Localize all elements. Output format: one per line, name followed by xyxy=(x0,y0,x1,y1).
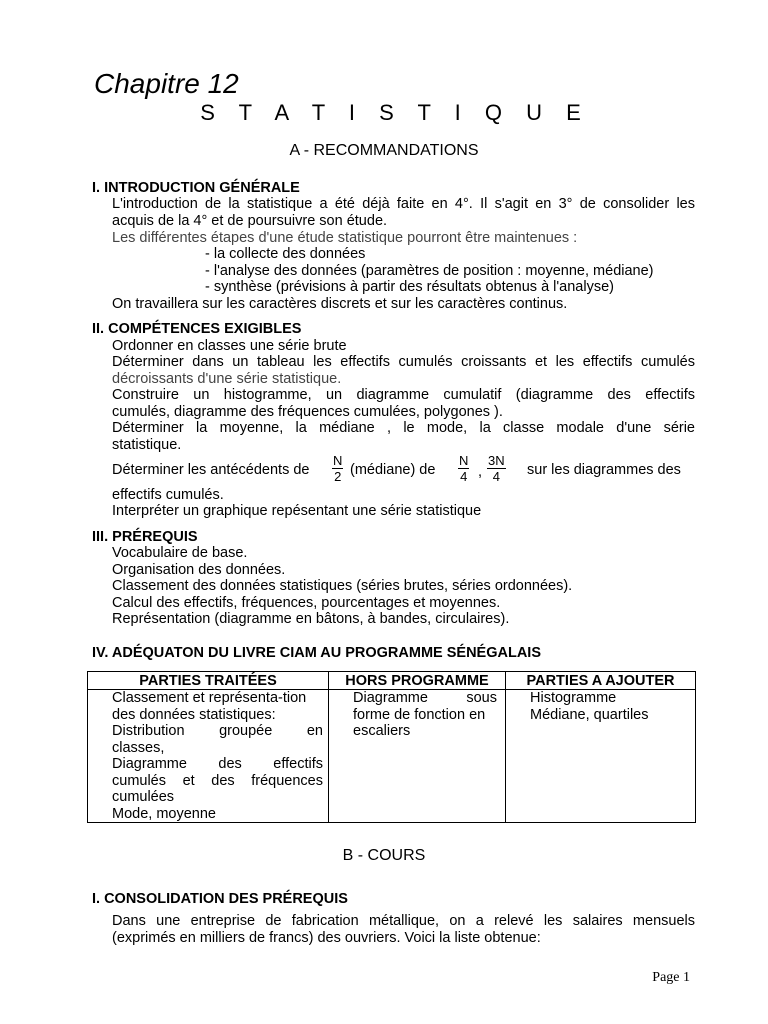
fraction-comma: , xyxy=(478,464,483,480)
intro-line-1: L'introduction de la statistique a été déjà faite en 4°. Il s'agit en 3° de consolider les xyxy=(112,196,695,212)
cell-line: Mode, moyenne xyxy=(112,805,216,822)
antecedent-after: sur les diagrammes des xyxy=(527,462,681,478)
fraction-3n-over-4: $\frac{3N}{4}$ xyxy=(488,453,505,484)
prerequis-item: Représentation (diagramme en bâtons, à bandes, circulaires). xyxy=(112,611,510,627)
fraction-n-over-2: $\frac{N}{2}$ xyxy=(333,453,343,484)
competence-line-5: cumulés, diagramme des fréquences cumulées, polygones ). xyxy=(112,404,503,420)
cell-line: Médiane, quartiles xyxy=(530,706,649,723)
competence-line-7: statistique. xyxy=(112,437,182,453)
cell-line: classes, xyxy=(112,739,165,756)
part-b-heading: B - COURS xyxy=(342,847,426,864)
competence-line-4: Construire un histogramme, un diagramme cumulatif (diagramme des effectifs xyxy=(112,387,695,403)
cell-line: Distribution groupée en xyxy=(112,723,323,739)
competence-line-1: Ordonner en classes une série brute xyxy=(112,338,347,354)
competence-line-6: Déterminer la moyenne, la médiane , le mode, la classe modale d'une série xyxy=(112,420,695,436)
col-header-parties-traitees: PARTIES TRAITÉES xyxy=(88,672,329,690)
part-a-heading: A - RECOMMANDATIONS xyxy=(289,142,479,159)
antecedent-before: Déterminer les antécédents de xyxy=(112,462,310,478)
table-row xyxy=(88,690,696,823)
cours-line-1: Dans une entreprise de fabrication métallique, on a relevé les salaires mensuels xyxy=(112,913,695,929)
competences-heading: II. COMPÉTENCES EXIGIBLES xyxy=(92,321,302,337)
prerequis-item: Calcul des effectifs, fréquences, pourcentages et moyennes. xyxy=(112,595,501,611)
competence-line-2: Déterminer dans un tableau les effectifs cumulés croissants et les effectifs cumulés xyxy=(112,354,695,370)
cell-line: escaliers xyxy=(353,723,411,739)
prerequis-heading: III. PRÉREQUIS xyxy=(92,529,198,545)
competence-line-10: Interpréter un graphique repésentant une série statistique xyxy=(112,503,482,519)
intro-line-3: Les différentes étapes d'une étude statistique pourront être maintenues : xyxy=(112,230,578,246)
page-number: Page 1 xyxy=(652,970,690,985)
chapter-label: Chapitre 12 xyxy=(94,68,239,99)
competence-line-9: effectifs cumulés. xyxy=(112,487,224,503)
cell-line: cumulées xyxy=(112,789,175,805)
cell-line: Classement et représenta-tion xyxy=(112,690,307,706)
prerequis-item: Vocabulaire de base. xyxy=(112,545,248,561)
adequation-table xyxy=(87,671,696,823)
cell-line: des données statistiques: xyxy=(112,706,276,723)
intro-heading: I. INTRODUCTION GÉNÉRALE xyxy=(92,180,300,196)
intro-step-3: - synthèse (prévisions à partir des résultats obtenus à l'analyse) xyxy=(205,279,614,295)
table-header-row xyxy=(88,672,696,690)
cell-line: cumulés et des fréquences xyxy=(112,772,323,789)
prerequis-item: Organisation des données. xyxy=(112,562,286,578)
intro-step-2: - l'analyse des données (paramètres de position : moyenne, médiane) xyxy=(205,263,654,279)
cours-line-2: (exprimés en milliers de francs) des ouvriers. Voici la liste obtenue: xyxy=(112,930,541,946)
col-header-parties-a-ajouter: PARTIES A AJOUTER xyxy=(506,672,696,690)
antecedent-mediane: (médiane) de xyxy=(350,462,436,478)
cell-line: Histogramme xyxy=(530,690,617,706)
intro-line-2: acquis de la 4° et de poursuivre son étude. xyxy=(112,213,388,229)
cours-section-heading: I. CONSOLIDATION DES PRÉREQUIS xyxy=(92,891,348,907)
cell-line: forme de fonction en xyxy=(353,706,486,723)
competence-line-3: décroissants d'une série statistique. xyxy=(112,371,342,387)
prerequis-item: Classement des données statistiques (séries brutes, séries ordonnées). xyxy=(112,578,573,594)
cell-parties-traitees xyxy=(88,690,329,823)
cell-parties-a-ajouter xyxy=(506,690,696,823)
intro-step-1: - la collecte des données xyxy=(205,246,366,262)
cell-line: Diagramme des effectifs xyxy=(112,756,323,772)
intro-closing: On travaillera sur les caractères discrets et sur les caractères continus. xyxy=(112,296,568,312)
chapter-title: S T A T I S T I Q U E xyxy=(200,100,590,125)
cell-line: Diagramme sous xyxy=(353,690,497,706)
adequation-heading: IV. ADÉQUATON DU LIVRE CIAM AU PROGRAMME SÉNÉGALAIS xyxy=(92,645,541,661)
fraction-n-over-4: $\frac{N}{4}$ xyxy=(459,453,469,484)
cell-hors-programme xyxy=(329,690,506,823)
col-header-hors-programme: HORS PROGRAMME xyxy=(329,672,506,690)
